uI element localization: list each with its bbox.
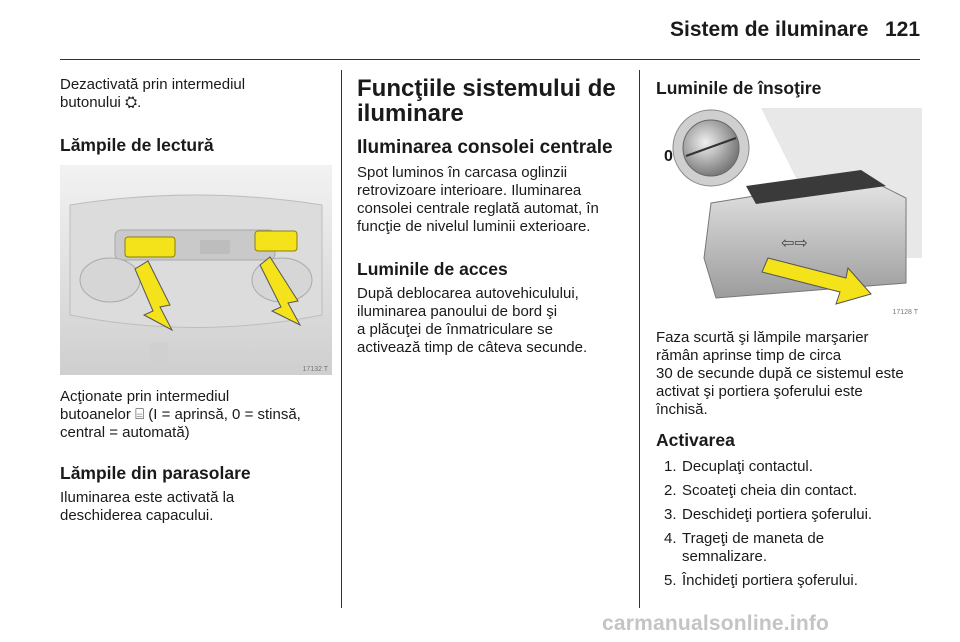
header-rule bbox=[60, 59, 920, 60]
watermark: carmanualsonline.info bbox=[602, 612, 830, 635]
interior-light-icon: ⛭ bbox=[125, 94, 138, 111]
column-divider-1 bbox=[341, 70, 342, 608]
heading-reading-lamps: Lămpile de lectură bbox=[60, 135, 214, 155]
console-lighting-text: Spot luminos în carcasa oglinzii retrovizoare interioare. Iluminarea consolei centrale reglată automat, în funcţie de nivelul luminii exterioare. bbox=[357, 164, 599, 235]
intro-paragraph bbox=[60, 76, 330, 112]
right-lamp-button bbox=[255, 231, 297, 251]
figure-reading-lamps bbox=[60, 165, 332, 375]
intro-line-1: Dezactivată prin intermediul bbox=[60, 76, 246, 93]
figure-indicator-stalk bbox=[656, 108, 922, 318]
section-title: Funcţiile sistemului de iluminare bbox=[357, 75, 616, 127]
indicator-stalk-illustration bbox=[656, 108, 922, 318]
follow-me-text: Faza scurtă şi lămpile marşarier rămân aprinse timp de circa 30 de secunde după ce sistemul este activat şi portiera şoferului este închisă. bbox=[656, 329, 904, 418]
heading-visor-lamps: Lămpile din parasolare bbox=[60, 463, 251, 483]
running-header-title: Sistem de iluminare bbox=[670, 18, 869, 41]
svg-text:⇦⇨: ⇦⇨ bbox=[781, 233, 808, 252]
list-item: 2. Scoateţi cheia din contact. bbox=[664, 482, 858, 499]
left-lamp-button bbox=[125, 237, 175, 257]
list-item: 4. Trageţi de maneta de semnalizare. bbox=[664, 530, 825, 565]
list-item: 5. Închideţi portiera şoferului. bbox=[664, 572, 858, 589]
ignition-position-label: 0 bbox=[664, 148, 673, 165]
heading-console-lighting: Iluminarea consolei centrale bbox=[357, 137, 613, 158]
figure-code: 17128 T bbox=[892, 309, 918, 316]
reading-lamps-text: Acţionate prin intermediul butoanelor ⌸ (I = aprinsă, 0 = stinsă, central = automată) bbox=[60, 388, 301, 441]
visor-lamps-text: Iluminarea este activată la deschiderea capacului. bbox=[60, 489, 235, 524]
column-divider-2 bbox=[639, 70, 640, 608]
list-item: 3. Deschideţi portiera şoferului. bbox=[664, 506, 873, 523]
page-number: 121 bbox=[885, 18, 921, 41]
intro-line-2: butonului ⛭. bbox=[60, 94, 142, 111]
activation-steps bbox=[656, 458, 926, 596]
figure-code: 17132 T bbox=[302, 366, 328, 373]
reading-lamp-icon: ⌸ bbox=[135, 406, 145, 423]
heading-access-lights: Luminile de acces bbox=[357, 259, 508, 279]
access-lights-text: După deblocarea autovehiculului, iluminarea panoului de bord şi a plăcuţei de înmatriculare se activează timp de câteva secunde. bbox=[357, 285, 588, 356]
heading-follow-me-lights: Luminile de însoţire bbox=[656, 78, 822, 98]
heading-activation: Activarea bbox=[656, 430, 735, 450]
reading-lamps-illustration bbox=[60, 165, 332, 375]
list-item: 1. Decuplaţi contactul. bbox=[664, 458, 813, 475]
